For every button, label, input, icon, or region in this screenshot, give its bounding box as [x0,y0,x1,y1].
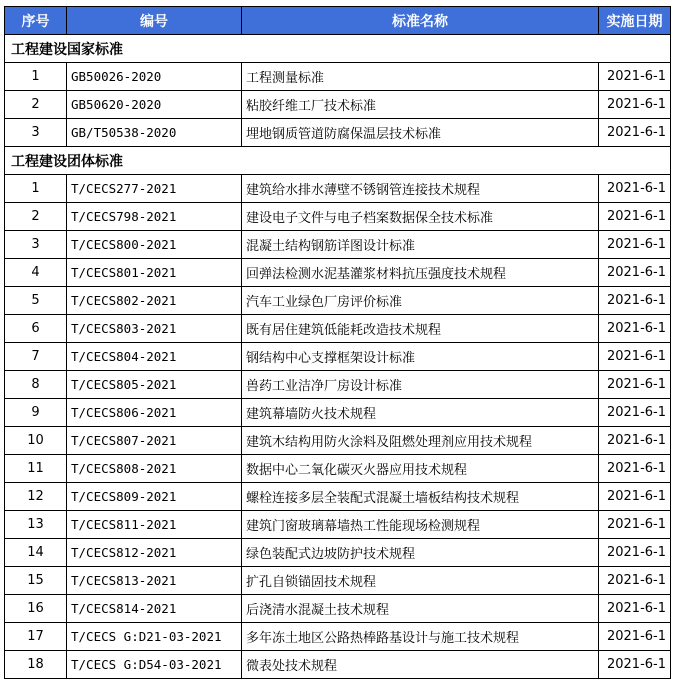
row-code: GB50620-2020 [67,91,242,119]
table-row [5,651,671,679]
row-code: T/CECS812-2021 [67,539,242,567]
row-code: T/CECS G:D21-03-2021 [67,623,242,651]
section-row [5,147,671,175]
row-name: 建筑门窗玻璃幕墙热工性能现场检测规程 [242,511,599,539]
row-code: T/CECS277-2021 [67,175,242,203]
table-row [5,399,671,427]
row-date: 2021-6-1 [599,623,671,651]
row-date: 2021-6-1 [599,511,671,539]
row-index: 14 [5,539,67,567]
row-name: 混凝土结构钢筋详图设计标准 [242,231,599,259]
header-index: 序号 [5,7,67,35]
row-code: GB50026-2020 [67,63,242,91]
table-row [5,175,671,203]
row-name: 扩孔自锁锚固技术规程 [242,567,599,595]
row-index: 11 [5,455,67,483]
header-code: 编号 [67,7,242,35]
row-code: T/CECS802-2021 [67,287,242,315]
row-index: 1 [5,175,67,203]
row-code: T/CECS806-2021 [67,399,242,427]
table-body [5,35,671,679]
row-code: T/CECS814-2021 [67,595,242,623]
row-index: 13 [5,511,67,539]
row-date: 2021-6-1 [599,399,671,427]
table-row [5,371,671,399]
table-row [5,343,671,371]
row-code: T/CECS807-2021 [67,427,242,455]
row-date: 2021-6-1 [599,63,671,91]
row-code: T/CECS800-2021 [67,231,242,259]
row-index: 3 [5,231,67,259]
row-name: 数据中心二氧化碳灭火器应用技术规程 [242,455,599,483]
row-name: 兽药工业洁净厂房设计标准 [242,371,599,399]
row-name: 钢结构中心支撑框架设计标准 [242,343,599,371]
table-row [5,259,671,287]
row-code: T/CECS808-2021 [67,455,242,483]
row-date: 2021-6-1 [599,343,671,371]
row-index: 12 [5,483,67,511]
row-index: 9 [5,399,67,427]
row-code: T/CECS805-2021 [67,371,242,399]
row-date: 2021-6-1 [599,175,671,203]
row-index: 1 [5,63,67,91]
row-name: 后浇清水混凝土技术规程 [242,595,599,623]
section-title: 工程建设团体标准 [5,147,671,175]
row-index: 4 [5,259,67,287]
row-code: T/CECS811-2021 [67,511,242,539]
row-date: 2021-6-1 [599,539,671,567]
row-name: 工程测量标准 [242,63,599,91]
table-row [5,623,671,651]
row-date: 2021-6-1 [599,231,671,259]
table-row [5,119,671,147]
row-index: 7 [5,343,67,371]
table-row [5,91,671,119]
row-date: 2021-6-1 [599,315,671,343]
row-index: 15 [5,567,67,595]
row-index: 6 [5,315,67,343]
row-name: 多年冻土地区公路热棒路基设计与施工技术规程 [242,623,599,651]
row-code: GB/T50538-2020 [67,119,242,147]
row-code: T/CECS804-2021 [67,343,242,371]
row-date: 2021-6-1 [599,259,671,287]
table-row [5,63,671,91]
row-date: 2021-6-1 [599,427,671,455]
row-name: 粘胶纤维工厂技术标准 [242,91,599,119]
row-name: 建设电子文件与电子档案数据保全技术标准 [242,203,599,231]
row-code: T/CECS803-2021 [67,315,242,343]
row-code: T/CECS798-2021 [67,203,242,231]
row-name: 建筑木结构用防火涂料及阻燃处理剂应用技术规程 [242,427,599,455]
table-row [5,427,671,455]
row-name: 汽车工业绿色厂房评价标准 [242,287,599,315]
row-index: 5 [5,287,67,315]
table-row [5,483,671,511]
table-row [5,203,671,231]
row-date: 2021-6-1 [599,567,671,595]
table-row [5,315,671,343]
table-row [5,539,671,567]
row-name: 既有居住建筑低能耗改造技术规程 [242,315,599,343]
row-date: 2021-6-1 [599,203,671,231]
section-row [5,35,671,63]
row-name: 螺栓连接多层全装配式混凝土墙板结构技术规程 [242,483,599,511]
section-title: 工程建设国家标准 [5,35,671,63]
row-name: 埋地钢质管道防腐保温层技术标准 [242,119,599,147]
row-index: 18 [5,651,67,679]
row-code: T/CECS801-2021 [67,259,242,287]
table-header [5,7,671,35]
table-row [5,231,671,259]
row-index: 2 [5,91,67,119]
row-index: 3 [5,119,67,147]
row-date: 2021-6-1 [599,483,671,511]
header-date: 实施日期 [599,7,671,35]
row-name: 微表处技术规程 [242,651,599,679]
table-row [5,511,671,539]
row-name: 建筑幕墙防火技术规程 [242,399,599,427]
header-name: 标准名称 [242,7,599,35]
row-name: 建筑给水排水薄壁不锈钢管连接技术规程 [242,175,599,203]
row-index: 10 [5,427,67,455]
row-date: 2021-6-1 [599,91,671,119]
row-index: 8 [5,371,67,399]
row-date: 2021-6-1 [599,119,671,147]
row-name: 绿色装配式边坡防护技术规程 [242,539,599,567]
row-index: 17 [5,623,67,651]
row-name: 回弹法检测水泥基灌浆材料抗压强度技术规程 [242,259,599,287]
row-index: 2 [5,203,67,231]
row-date: 2021-6-1 [599,595,671,623]
table-row [5,595,671,623]
standards-table [4,6,671,679]
table-row [5,455,671,483]
row-code: T/CECS809-2021 [67,483,242,511]
row-code: T/CECS G:D54-03-2021 [67,651,242,679]
row-date: 2021-6-1 [599,455,671,483]
row-date: 2021-6-1 [599,371,671,399]
table-row [5,287,671,315]
table-row [5,567,671,595]
row-date: 2021-6-1 [599,287,671,315]
row-date: 2021-6-1 [599,651,671,679]
row-code: T/CECS813-2021 [67,567,242,595]
row-index: 16 [5,595,67,623]
